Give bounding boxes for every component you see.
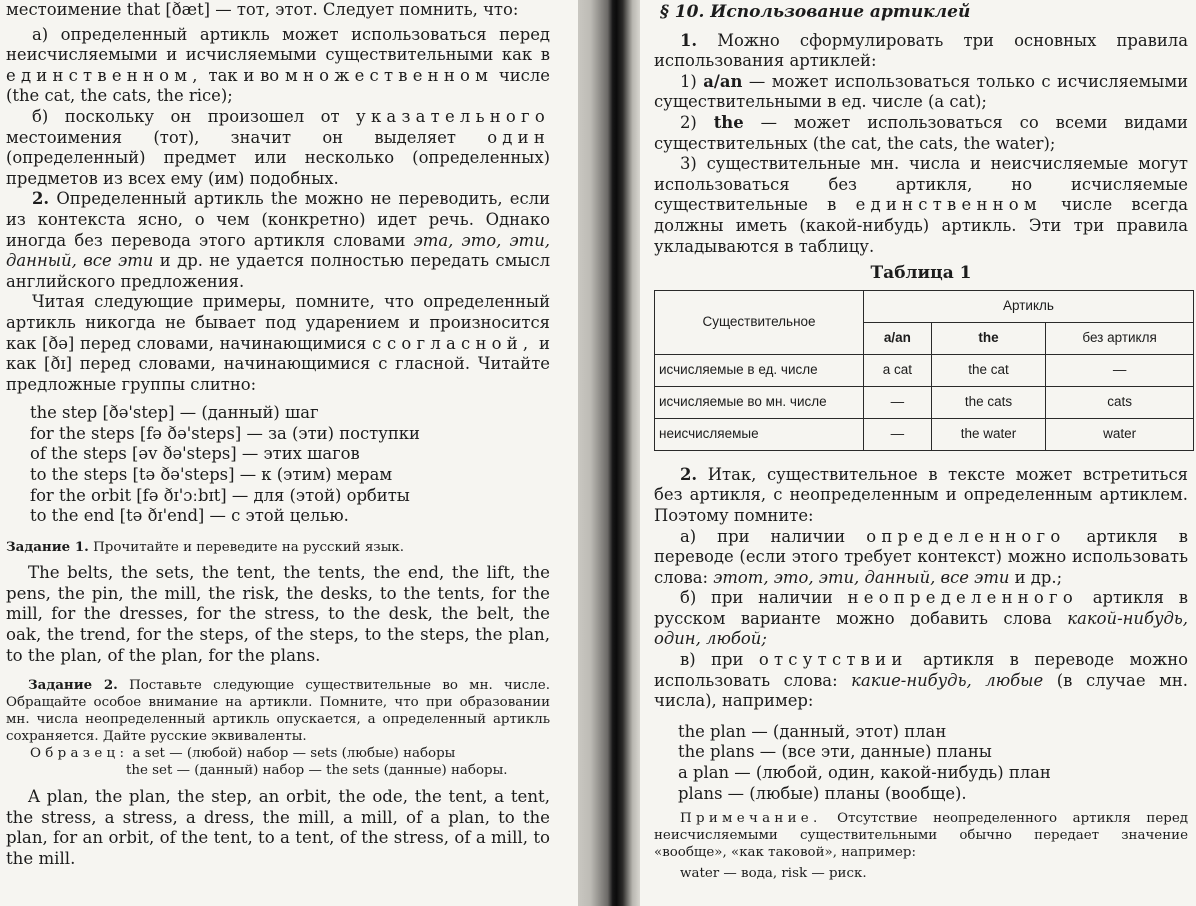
table-cell: water (1046, 418, 1194, 450)
left-page (0, 0, 578, 906)
list-item-a: а) определенный артикль может использоваться перед неисчисляемыми и исчисляемыми существительными как в единственном, так и во множественном числе (the cat, the cats, the rice); (6, 24, 550, 106)
task-1-body: The belts, the sets, the tent, the tents, the end, the lift, the pens, the pin, the mill, the risk, the desks, to the tents, for the mill, for the dresses, for the stress, to the desk, the belt, the oak, the trend, for the steps, of the steps, to the steps, the plan, to the plan, of the plan, for the plans. (6, 562, 550, 666)
rule-3: 3) существительные мн. числа и неисчисляемые могут использоваться без артикля, но исчисляемые существительные в единственном числе всегда должны иметь (какой-нибудь) артикль. Эти три правила укладываются в таблицу. (654, 154, 1188, 256)
task-2-body: A plan, the plan, the step, an orbit, the ode, the tent, a tent, the stress, a stress, a dress, the mill, a mill, of a plan, to the plan, for an orbit, of the tent, to a tent, of the stress, of a mill, to the mill. (6, 786, 550, 869)
table-cell: cats (1046, 386, 1194, 418)
rule-1: 1) a/an — может использоваться только с исчисляемыми существительными в ед. числе (a cat); (654, 71, 1189, 112)
list-item: the step [ðə'step] — (данный) шаг (30, 403, 319, 423)
paragraph-intro: местоимение that [ðæt] — тот, этот. Следует помнить, что: (6, 0, 519, 19)
table-cell: — (1046, 354, 1194, 386)
list-item: the plan — (данный, этот) план (678, 721, 947, 741)
paragraph-1: 1. Можно сформулировать три основных правила использования артиклей: (654, 30, 1188, 71)
list-item-c: в) при отсутствии артикля в переводе можно использовать слова: какие-нибудь, любые (в случае мн. числа), например: (654, 650, 1188, 711)
book-spine (578, 0, 640, 906)
task-2-heading: Задание 2. Поставьте следующие существительные во мн. числе. Обращайте особое внимание на артикли. Помните, что при образовании мн. числа неопределенный артикль опускается, а определенный артикль сохраняется. Дайте русские эквиваленты. (6, 676, 550, 744)
list-item: a plan — (любой, один, какой-нибудь) план (678, 763, 1051, 783)
list-item: plans — (любые) планы (вообще). (678, 783, 967, 803)
examples-list (6, 403, 550, 527)
paragraph-2: 2. Итак, существительное в тексте может встретиться без артикля, с неопределенным и определенным артиклем. Поэтому помните: (654, 464, 1188, 525)
list-item: to the steps [tə ðə'steps] — к (этим) мерам (30, 465, 393, 485)
table-row (655, 418, 1194, 450)
table-cell: the cats (931, 386, 1045, 418)
paragraph-2: 2. Определенный артикль the можно не переводить, если из контекста ясно, о чем (конкретно) идет речь. Однако иногда без перевода этого артикля словами эта, это, эти, данный, все эти и др. не удается полностью передать смысл английского предложения. (6, 189, 550, 291)
section-title: § 10. Использование артиклей (660, 2, 971, 22)
table-cell: неисчисляемые (655, 418, 864, 450)
table-cell: the water (931, 418, 1045, 450)
table-header-article: Артикль (864, 290, 1194, 322)
table-cell: — (864, 386, 932, 418)
table-cell: исчисляемые в ед. числе (655, 354, 864, 386)
table-header-noun: Существительное (655, 290, 864, 354)
paragraph-3: Читая следующие примеры, помните, что определенный артикль никогда не бывает под ударением и произносится как [ðə] перед словами, начинающимися с согласной, и как [ðɪ] перед словами, начинающимися с гласной. Читайте предложные группы слитно: (6, 292, 550, 394)
table-cell: — (864, 418, 932, 450)
note-example: water — вода, risk — риск. (680, 866, 867, 882)
list-item: for the steps [fə ðə'steps] — за (эти) поступки (30, 423, 420, 443)
right-page (640, 0, 1196, 906)
table-title: Таблица 1 (870, 263, 972, 284)
list-item-b: б) поскольку он произошел от указательного местоимения (тот), значит он выделяет один (определенный) предмет или несколько (определенных) предметов из всех ему (им) подобных. (6, 106, 550, 188)
sample-line-1: Образец: a set — (любой) набор — sets (любые) наборы (30, 745, 456, 761)
table-cell: исчисляемые во мн. числе (655, 386, 864, 418)
list-item: the plans — (все эти, данные) планы (678, 742, 992, 762)
table-subheader: the (931, 322, 1045, 354)
examples-list (654, 722, 1188, 804)
list-item: for the orbit [fə ðɪ'ɔːbɪt] — для (этой) орбиты (30, 485, 410, 505)
table-subheader: a/an (864, 322, 932, 354)
table-row (655, 354, 1194, 386)
sample-line-2: the set — (данный) набор — the sets (данные) наборы. (126, 762, 508, 778)
table-cell: the cat (931, 354, 1045, 386)
table-cell: a cat (864, 354, 932, 386)
table-subheader: без артикля (1046, 322, 1194, 354)
table-row (655, 386, 1194, 418)
note: Примечание. Отсутствие неопределенного артикля перед неисчисляемыми существительными обычно передает значение «вообще», «как таковой», например: (654, 811, 1188, 861)
rule-2: 2) the — может использоваться со всеми видами существительных (the cat, the cats, the water); (654, 112, 1188, 153)
list-item-b: б) при наличии неопределенного артикля в русском варианте можно добавить слова какой-нибудь, один, любой; (654, 588, 1188, 649)
articles-table (654, 290, 1194, 451)
task-1-heading: Задание 1. Прочитайте и переведите на русский язык. (6, 538, 404, 555)
list-item-a: а) при наличии определенного артикля в переводе (если этого требует контекст) можно использовать слова: этот, это, эти, данный, все эти и др.; (654, 526, 1188, 587)
list-item: of the steps [əv ðə'steps] — этих шагов (30, 444, 360, 464)
list-item: to the end [tə ðɪ'end] — с этой целью. (30, 506, 349, 526)
